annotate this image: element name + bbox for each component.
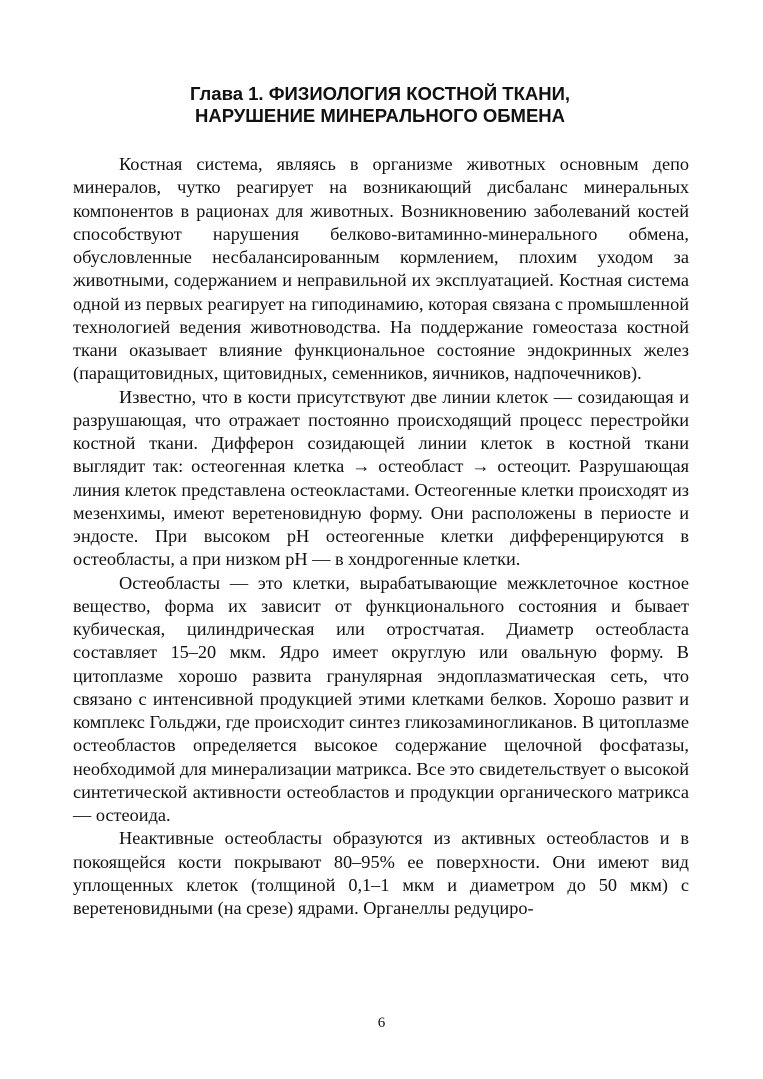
paragraph-1: Костная система, являясь в организме животных основным депо минералов, чутко реагирует на возникающий дисбаланс минеральных компонентов в рационах для животных. Возникновению заболеваний костей способствуют нарушения белково-витаминно-минерального обмена, обусловленные несбалансированным кормлением, плохим уходом за животными, содержанием и неправильной их эксплуатацией. Костная система одной из первых реагирует на гиподинамию, которая связана с промышленной технологией ведения животноводства. На поддержание гомеостаза костной ткани оказывает влияние функциональное состояние эндокринных желез (паращитовидных, щитовидных, семенников, яичников, надпочечников). bbox=[73, 154, 689, 384]
paragraph-2: Известно, что в кости присутствуют две линии клеток — созидающая и разрушающая, что отражает постоянно происходящий процесс перестройки костной ткани. Дифферон созидающей линии клеток в костной ткани выглядит так: остеогенная клетка → остеобласт → остеоцит. Разрушающая линия клеток представлена остеокластами. Остеогенные клетки происходят из мезенхимы, имеют веретеновидную форму. Они расположены в периосте и эндосте. При высоком pH остеогенные клетки дифференцируются в остеобласты, а при низком pH — в хондрогенные клетки. bbox=[73, 386, 689, 570]
body-text bbox=[73, 153, 689, 920]
chapter-title bbox=[70, 83, 690, 127]
paragraph-4: Неактивные остеобласты образуются из активных остеобластов и в покоящейся кости покрывают 80–95% ее поверхности. Они имеют вид уплощенных клеток (толщиной 0,1–1 мкм и диаметром до 50 мкм) с веретеновидными (на срезе) ядрами. Органеллы редуциро- bbox=[73, 828, 689, 918]
page-number: 6 bbox=[377, 1015, 386, 1031]
chapter-title-line-1: Глава 1. ФИЗИОЛОГИЯ КОСТНОЙ ТКАНИ, bbox=[189, 83, 571, 104]
chapter-title-line-2: НАРУШЕНИЕ МИНЕРАЛЬНОГО ОБМЕНА bbox=[194, 105, 566, 126]
paragraph-3: Остеобласты — это клетки, вырабатывающие межклеточное костное вещество, форма их зависит от функционального состояния и бывает кубическая, цилиндрическая или отростчатая. Диаметр остеобласта составляет 15–20 мкм. Ядро имеет округлую или овальную форму. В цитоплазме хорошо развита гранулярная эндоплазматическая сеть, что связано с интенсивной продукцией этими клетками белков. Хорошо развит и комплекс Гольджи, где происходит синтез гликозаминогликанов. В цитоплазме остеобластов определяется высокое содержание щелочной фосфатазы, необходимой для минерализации матрикса. Все это свидетельствует о высокой синтетической активности остеобластов и продукции органического матрикса — остеоида. bbox=[73, 572, 689, 825]
